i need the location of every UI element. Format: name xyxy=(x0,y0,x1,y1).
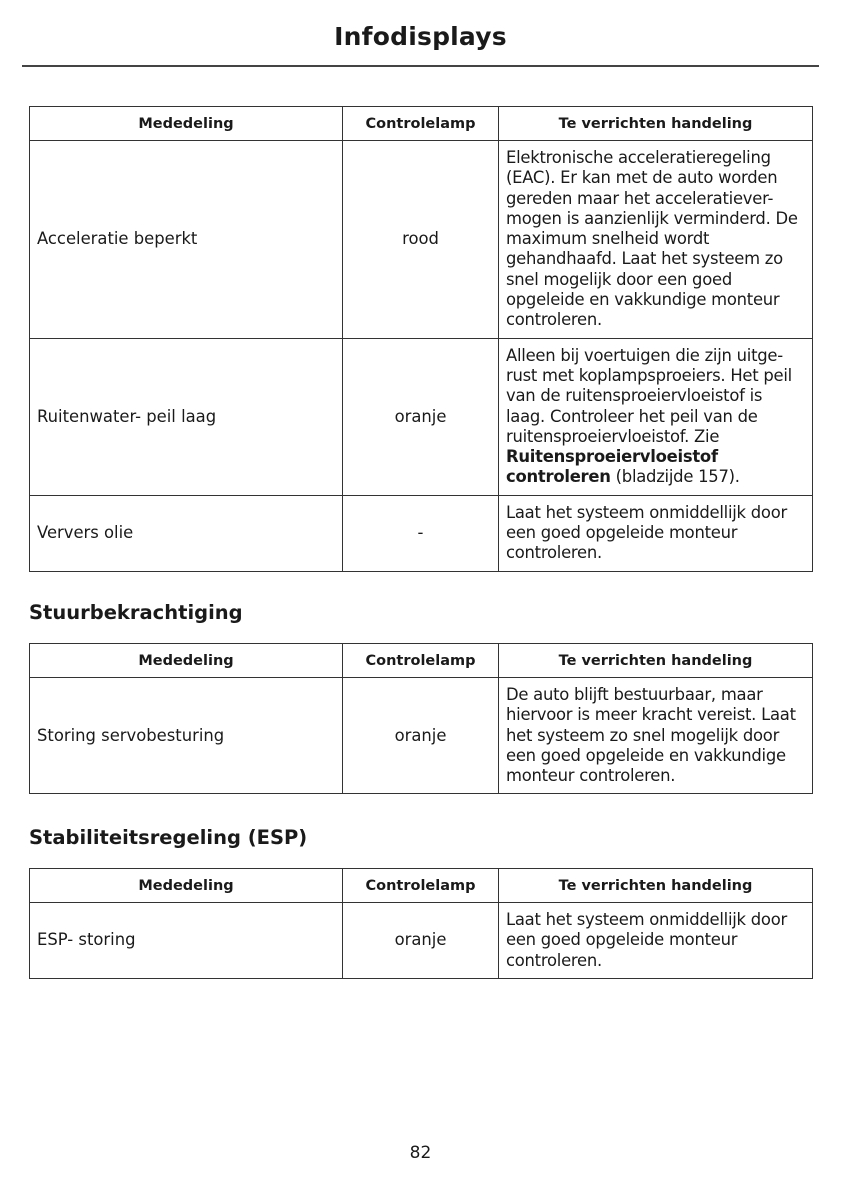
message-cell: ESP- storing xyxy=(30,903,343,979)
table-header-row xyxy=(30,869,813,903)
action-cell: De auto blijft bestuurbaar, maar hiervoor is meer kracht vereist. Laat het systeem zo snel mogelijk door een goed opgeleide en vakkundige monteur controleren. xyxy=(499,678,813,794)
cross-reference: Ruitensproeiervloeistof controleren xyxy=(506,447,718,487)
title-divider xyxy=(22,65,819,67)
table-header-row xyxy=(30,644,813,678)
action-cell xyxy=(499,338,813,495)
column-header-lamp: Controlelamp xyxy=(343,644,499,678)
action-cell: Elektronische acceleratieregeling (EAC). Er kan met de auto worden gereden maar het acceleratiever-mogen is aanzienlijk verminderd. De maximum snelheid wordt gehandhaafd. Laat het systeem zo snel mogelijk door een goed opgeleide en vakkundige monteur controleren. xyxy=(499,141,813,339)
message-cell: Acceleratie beperkt xyxy=(30,141,343,339)
page-title: Infodisplays xyxy=(334,22,507,51)
column-header-action: Te verrichten handeling xyxy=(499,869,813,903)
message-cell: Ververs olie xyxy=(30,495,343,571)
warning-lamp-cell: oranje xyxy=(343,338,499,495)
page-reference: (bladzijde 157). xyxy=(615,467,740,487)
column-header-action: Te verrichten handeling xyxy=(499,107,813,141)
warning-lamp-cell: oranje xyxy=(343,903,499,979)
column-header-message: Mededeling xyxy=(30,869,343,903)
action-cell: Laat het systeem onmiddellijk door een goed opgeleide monteur controleren. xyxy=(499,903,813,979)
section-heading-power-steering: Stuurbekrachtiging xyxy=(29,601,243,624)
column-header-action: Te verrichten handeling xyxy=(499,644,813,678)
table-row xyxy=(30,141,813,339)
column-header-message: Mededeling xyxy=(30,644,343,678)
column-header-message: Mededeling xyxy=(30,107,343,141)
column-header-lamp: Controlelamp xyxy=(343,107,499,141)
table-row xyxy=(30,678,813,794)
message-table-2 xyxy=(29,643,813,794)
table-row xyxy=(30,495,813,571)
column-header-lamp: Controlelamp xyxy=(343,869,499,903)
warning-lamp-cell: - xyxy=(343,495,499,571)
message-table-3 xyxy=(29,868,813,979)
section-heading-esp: Stabiliteitsregeling (ESP) xyxy=(29,826,308,849)
message-table-1 xyxy=(29,106,813,572)
table-header-row xyxy=(30,107,813,141)
action-text: Alleen bij voertuigen die zijn uitge-rust met koplampsproeiers. Het peil van de ruitensproeiervloeistof is laag. Controleer het peil van de ruitensproeiervloeistof. Zie xyxy=(506,345,792,446)
table-row xyxy=(30,903,813,979)
warning-lamp-cell: rood xyxy=(343,141,499,339)
message-cell: Ruitenwater- peil laag xyxy=(30,338,343,495)
page-number: 82 xyxy=(409,1143,432,1163)
message-cell: Storing servobesturing xyxy=(30,678,343,794)
warning-lamp-cell: oranje xyxy=(343,678,499,794)
table-row xyxy=(30,338,813,495)
action-cell: Laat het systeem onmiddellijk door een goed opgeleide monteur controleren. xyxy=(499,495,813,571)
